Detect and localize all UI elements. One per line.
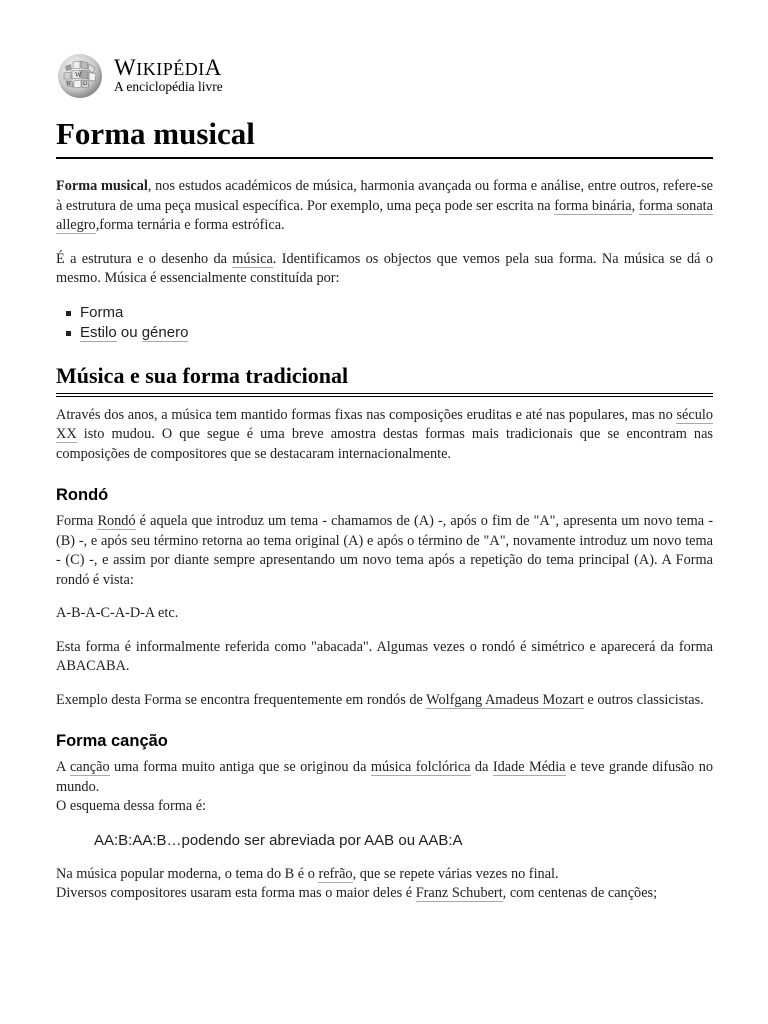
link-rondo[interactable]: Rondó (97, 513, 136, 529)
section-heading-forma-tradicional: Música e sua forma tradicional (56, 361, 713, 394)
paragraph-cancao-2 (56, 865, 713, 904)
tagline: A enciclopédia livre (114, 79, 223, 94)
cancao-scheme: AA:B:AA:B…podendo ser abreviada por AAB ou AAB:A (94, 831, 463, 849)
link-estilo[interactable]: Estilo (80, 323, 117, 341)
cancao-p3-text-1: Diversos compositores usaram esta forma mas o maior deles é (56, 885, 416, 901)
wordmark-mid: IKIPÉDI (136, 59, 205, 79)
link-musica[interactable]: música (232, 250, 273, 267)
rondo-ex-text-2: e outros classicistas. (583, 691, 704, 708)
paragraph-tradicional (56, 406, 713, 465)
link-refrao[interactable]: refrão (318, 865, 353, 882)
link-forma-binaria[interactable]: forma binária (554, 197, 632, 214)
constituents-list (56, 303, 713, 343)
list-item-forma (80, 303, 713, 323)
cancao-text-1: A (56, 759, 70, 775)
intro-bold-term: Forma musical (56, 178, 148, 194)
paragraph-rondo-exemplo (56, 691, 713, 711)
svg-text:Ω: Ω (83, 81, 88, 87)
p2-text-2: . Identificamos os objectos que vemos pela sua forma. Na música se dá o mesmo. Música é essencialmente constituída por: (56, 250, 713, 286)
svg-text:И: И (67, 82, 71, 87)
link-mozart[interactable]: Wolfgang Amadeus Mozart (426, 691, 584, 708)
svg-text:W: W (75, 71, 82, 79)
link-cancao[interactable]: canção (69, 759, 110, 775)
site-header (56, 52, 356, 100)
paragraph-rondo-1 (56, 512, 713, 590)
subsection-heading-forma-cancao: Forma canção (56, 732, 168, 750)
link-franz-schubert[interactable]: Franz Schubert (415, 885, 503, 901)
intro-paragraph (56, 177, 713, 236)
rondo-text-2: é aquela que introduz um tema - chamamos de (A) -, após o fim de "A", apresenta um novo tema - (B) -, e após seu término retorna ao tema original (A) e após o término de "A", novamente introduz um novo tema - (C) -, e assim por diante sempre apresentando um novo tema após a repetição do tema principal (A). A Forma rondó é vista: (56, 513, 713, 588)
page-title: Forma musical (56, 112, 713, 159)
cancao-text-2: uma forma muito antiga que se originou da (109, 759, 371, 775)
p2-text-1: É a estrutura e o desenho da (56, 250, 233, 267)
rondo-ex-text-1: Exemplo desta Forma se encontra frequentemente em rondós de (56, 691, 427, 708)
paragraph-rondo-abacada: Esta forma é informalmente referida como "abacada". Algumas vezes o rondó é simétrico e aparecerá da forma ABACABA. (56, 638, 713, 674)
wikipedia-wordmark[interactable] (114, 56, 222, 81)
cancao-p2-text-2: , que se repete várias vezes no final. (352, 865, 559, 882)
s1-text-2: isto mudou. O que segue é uma breve amostra destas formas mais tradicionais que se encontram nas composições de compositores que se destacaram internacionalmente. (56, 426, 713, 462)
link-forma-sonata-allegro[interactable]: forma sonata allegro (56, 197, 713, 233)
rondo-text-1: Forma (56, 513, 98, 529)
intro-text-3: ,forma ternária e forma estrófica. (95, 217, 285, 233)
link-seculo-xx[interactable]: século XX (56, 406, 713, 442)
link-musica-folclorica[interactable]: música folclórica (370, 759, 471, 775)
list-item-forma-label: Forma (80, 303, 124, 321)
paragraph-estrutura (56, 250, 713, 289)
paragraph-cancao-1 (56, 758, 713, 817)
intro-text-1: , nos estudos académicos de música, harmonia avançada ou forma e análise, entre outros, refere-se à estrutura de uma peça musical específica. Por exemplo, uma peça pode ser escrita na (56, 178, 713, 214)
article-content (56, 112, 713, 918)
cancao-p3-text-2: , com centenas de canções; (502, 885, 658, 901)
wordmark-end: A (204, 55, 222, 80)
s1-text-1: Através dos anos, a música tem mantido formas fixas nas composições eruditas e até nas populares, mas no (56, 406, 677, 423)
cancao-esquema-intro: O esquema dessa forma é: (56, 798, 207, 814)
cancao-text-4: e teve grande difusão no mundo. (56, 759, 713, 795)
subsection-heading-rondo: Rondó (56, 486, 109, 504)
list-item-ou: ou (116, 323, 142, 341)
list-item-estilo (80, 323, 713, 343)
link-genero[interactable]: género (141, 323, 189, 341)
cancao-text-3: da (470, 759, 493, 775)
wordmark-cap: W (114, 55, 137, 80)
intro-text-2: , (631, 197, 639, 214)
link-idade-media[interactable]: Idade Média (492, 759, 566, 775)
paragraph-rondo-scheme: A-B-A-C-A-D-A etc. (56, 605, 179, 621)
cancao-p2-text-1: Na música popular moderna, o tema do B é o (56, 865, 319, 882)
wikipedia-globe-logo[interactable] (56, 52, 104, 100)
